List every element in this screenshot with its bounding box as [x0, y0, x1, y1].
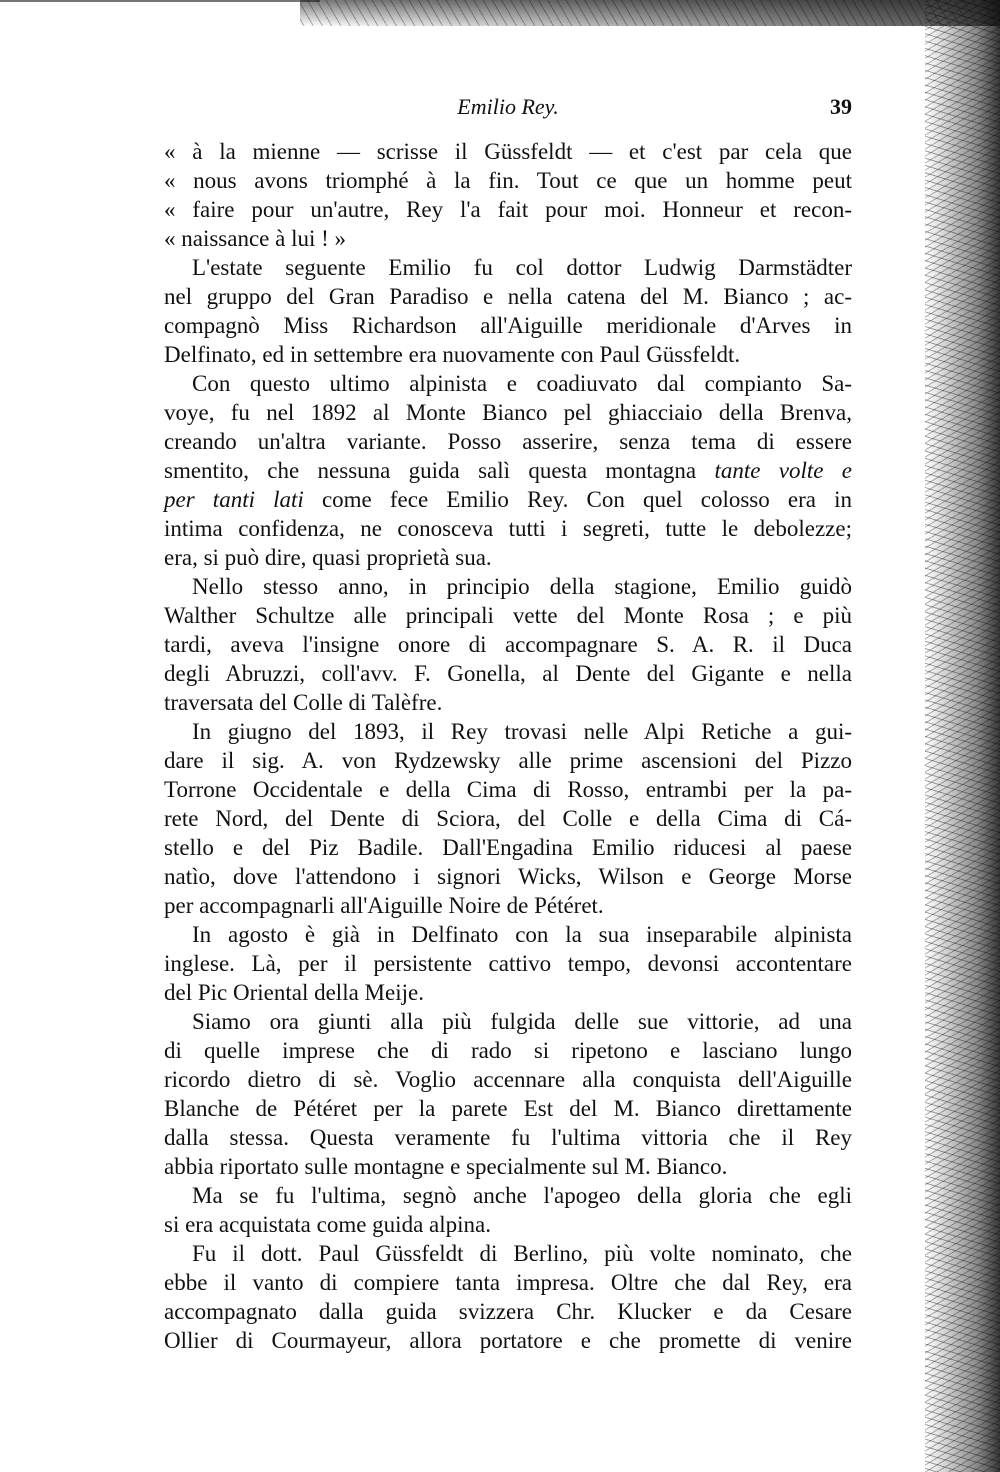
paragraph [164, 137, 852, 253]
text-line: traversata del Colle di Talèfre. [164, 690, 443, 715]
text-line: L'estate seguente Emilio fu col dottor Ludwig Darmstädter [192, 255, 852, 280]
text-line: In agosto è già in Delfinato con la sua inseparabile alpinista [192, 922, 852, 947]
paragraph [164, 572, 852, 717]
paragraph [164, 369, 852, 572]
italic-text: tante volte e [714, 458, 852, 483]
text-line: « nous avons triomphé à la fin. Tout ce que un homme peut [164, 168, 852, 193]
paragraph [164, 717, 852, 920]
text-line: compagnò Miss Richardson all'Aiguille meridionale d'Arves in [164, 313, 852, 338]
italic-text: per tanti lati [164, 487, 304, 512]
text-line: Ma se fu l'ultima, segnò anche l'apogeo della gloria che egli [192, 1183, 852, 1208]
text-line: per accompagnarli all'Aiguille Noire de Pétéret. [164, 893, 604, 918]
paragraph [164, 1181, 852, 1239]
text-line: Fu il dott. Paul Güssfeldt di Berlino, più volte nominato, che [192, 1241, 852, 1266]
text-line: Delfinato, ed in settembre era nuovamente con Paul Güssfeldt. [164, 342, 741, 367]
text-line: si era acquistata come guida alpina. [164, 1212, 491, 1237]
text-line: natìo, dove l'attendono i signori Wicks, Wilson e George Morse [164, 864, 852, 889]
scan-edge-shadow-right [925, 0, 1000, 1472]
text-line: rete Nord, del Dente di Sciora, del Colle e della Cima di Cá- [164, 806, 852, 831]
text-line: dalla stessa. Questa veramente fu l'ultima vittoria che il Rey [164, 1125, 852, 1150]
page-number: 39 [830, 94, 852, 119]
text-line: Torrone Occidentale e della Cima di Rosso, entrambi per la pa- [164, 777, 852, 802]
text-line: abbia riportato sulle montagne e specialmente sul M. Bianco. [164, 1154, 728, 1179]
text-line: di quelle imprese che di rado si ripetono e lasciano lungo [164, 1038, 852, 1063]
scan-edge-shadow-top [300, 0, 1000, 26]
text-line: Ollier di Courmayeur, allora portatore e che promette di venire [164, 1328, 852, 1353]
text-span: smentito, che nessuna guida salì questa montagna [164, 458, 715, 483]
text-line: intima confidenza, ne conosceva tutti i segreti, tutte le debolezze; [164, 516, 852, 541]
text-line: inglese. Là, per il persistente cattivo tempo, devonsi accontentare [164, 951, 852, 976]
text-line: dare il sig. A. von Rydzewsky alle prime ascensioni del Pizzo [164, 748, 852, 773]
text-span: come fece Emilio Rey. Con quel colosso era in [303, 487, 853, 512]
text-line: era, si può dire, quasi proprietà sua. [164, 545, 492, 570]
text-line: accompagnato dalla guida svizzera Chr. Klucker e da Cesare [164, 1299, 852, 1324]
text-line: Siamo ora giunti alla più fulgida delle sue vittorie, ad una [192, 1009, 852, 1034]
text-line: In giugno del 1893, il Rey trovasi nelle Alpi Retiche a gui- [192, 719, 852, 744]
text-line: Blanche de Pétéret per la parete Est del M. Bianco direttamente [164, 1096, 852, 1121]
text-line: ebbe il vanto di compiere tanta impresa. Oltre che dal Rey, era [164, 1270, 852, 1295]
paragraph [164, 1239, 852, 1355]
paragraph [164, 1007, 852, 1181]
text-line: Con questo ultimo alpinista e coadiuvato dal compianto Sa- [192, 371, 852, 396]
text-line: voye, fu nel 1892 al Monte Bianco pel ghiacciaio della Brenva, [164, 400, 852, 425]
text-line: nel gruppo del Gran Paradiso e nella catena del M. Bianco ; ac- [164, 284, 852, 309]
paragraph [164, 920, 852, 1007]
text-line: Nello stesso anno, in principio della stagione, Emilio guidò [192, 574, 852, 599]
text-line [164, 456, 852, 485]
page-header [164, 94, 852, 124]
text-line: tardi, aveva l'insigne onore di accompagnare S. A. R. il Duca [164, 632, 852, 657]
text-line: degli Abruzzi, coll'avv. F. Gonella, al Dente del Gigante e nella [164, 661, 852, 686]
running-title: Emilio Rey. [457, 94, 559, 119]
text-line: ricordo dietro di sè. Voglio accennare alla conquista dell'Aiguille [164, 1067, 852, 1092]
text-line: « naissance à lui ! » [164, 226, 347, 251]
text-line: Walther Schultze alle principali vette del Monte Rosa ; e più [164, 603, 852, 628]
text-line: creando un'altra variante. Posso asserire, senza tema di essere [164, 429, 852, 454]
text-line: stello e del Piz Badile. Dall'Engadina Emilio riducesi al paese [164, 835, 852, 860]
paragraph [164, 253, 852, 369]
text-line: « faire pour un'autre, Rey l'a fait pour moi. Honneur et recon- [164, 197, 852, 222]
text-line [164, 485, 852, 514]
text-line: del Pic Oriental della Meije. [164, 980, 424, 1005]
text-line: « à la mienne — scrisse il Güssfeldt — et c'est par cela que [164, 139, 852, 164]
body-text [164, 137, 852, 1355]
scan-top-rule [0, 0, 320, 2]
